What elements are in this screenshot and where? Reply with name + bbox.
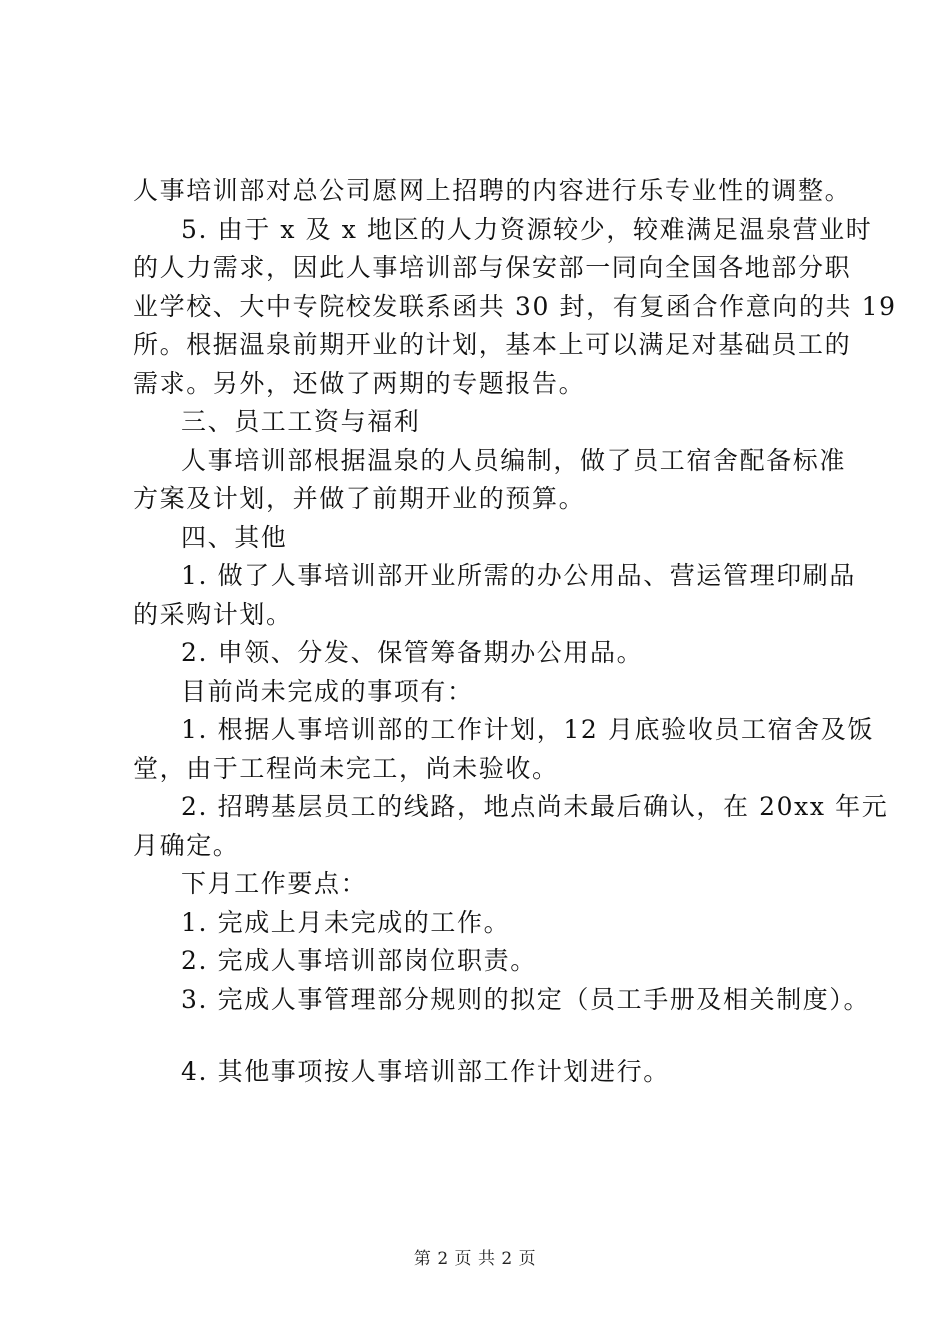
body-line: 的人力需求，因此人事培训部与保安部一同向全国各地部分职 [133, 253, 852, 282]
section-heading: 四、其他 [181, 522, 288, 552]
page-number: 第 2 页 共 2 页 [413, 1249, 537, 1269]
body-line: 业学校、大中专院校发联系函共 30 封，有复函合作意向的共 19 [133, 291, 897, 321]
document-body [133, 172, 897, 1092]
body-line: 所。根据温泉前期开业的计划，基本上可以满足对基础员工的 [133, 330, 852, 359]
body-line: 1. 完成上月未完成的工作。 [181, 907, 511, 937]
body-line: 需求。另外，还做了两期的专题报告。 [133, 368, 586, 398]
body-line: 月确定。 [133, 830, 240, 860]
body-line: 3. 完成人事管理部分规则的拟定（员工手册及相关制度）。 [181, 984, 871, 1014]
body-line: 人事培训部根据温泉的人员编制，做了员工宿舍配备标准 [181, 445, 847, 475]
paragraph-gap [133, 1019, 845, 1053]
body-line: 2. 申领、分发、保管筹备期办公用品。 [181, 638, 644, 667]
section-heading: 三、员工工资与福利 [181, 407, 421, 436]
body-line: 2. 招聘基层员工的线路，地点尚未最后确认，在 20xx 年元 [181, 792, 889, 821]
body-line: 2. 完成人事培训部岗位职责。 [181, 946, 537, 975]
body-line: 方案及计划，并做了前期开业的预算。 [133, 484, 586, 513]
body-line: 目前尚未完成的事项有： [181, 676, 474, 706]
body-line: 的采购计划。 [133, 599, 293, 629]
body-line: 下月工作要点： [181, 869, 368, 898]
body-line: 1. 根据人事培训部的工作计划，12 月底验收员工宿舍及饭 [181, 715, 874, 744]
body-line: 4. 其他事项按人事培训部工作计划进行。 [181, 1057, 670, 1086]
body-line: 堂，由于工程尚未完工，尚未验收。 [133, 753, 559, 783]
body-line: 1. 做了人事培训部开业所需的办公用品、营运管理印刷品 [181, 561, 857, 590]
body-line: 5. 由于 x 及 x 地区的人力资源较少，较难满足温泉营业时 [181, 214, 873, 244]
body-line: 人事培训部对总公司愿网上招聘的内容进行乐专业性的调整。 [133, 176, 852, 205]
